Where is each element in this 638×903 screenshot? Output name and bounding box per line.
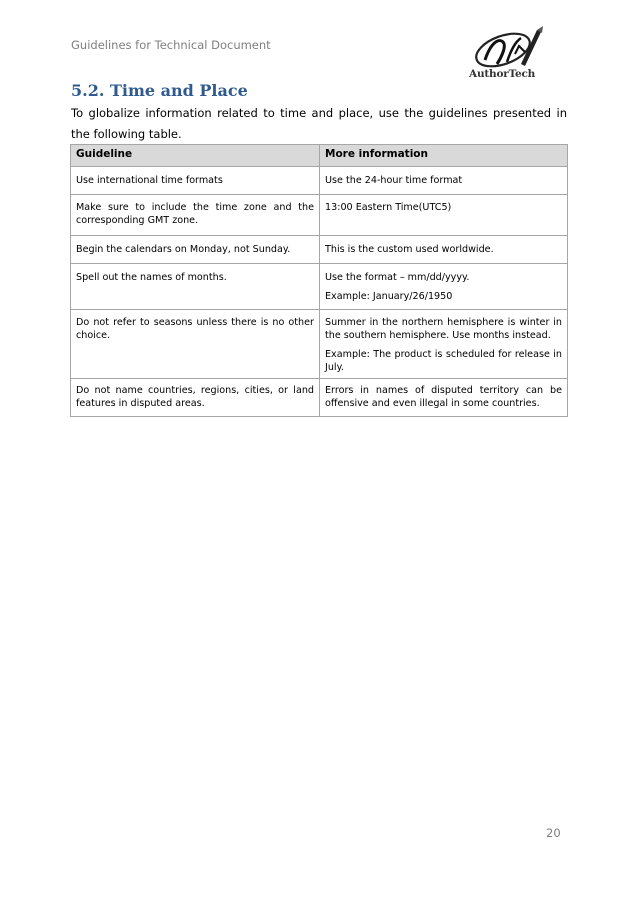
guideline-cell: Do not name countries, regions, cities, or land features in disputed areas. <box>71 379 320 417</box>
table-row <box>71 264 568 310</box>
section-title: 5.2. Time and Place <box>71 81 248 100</box>
info-text: Errors in names of disputed territory can be offensive and even illegal in some countries. <box>325 385 562 409</box>
guidelines-table <box>70 144 568 417</box>
table-row <box>71 379 568 417</box>
info-cell <box>320 236 568 264</box>
running-header: Guidelines for Technical Document <box>71 38 271 52</box>
info-cell <box>320 195 568 236</box>
info-cell <box>320 310 568 379</box>
info-example: Example: January/26/1950 <box>325 291 453 302</box>
logo-wordmark: AuthorTech <box>469 68 536 80</box>
info-cell <box>320 379 568 417</box>
info-text: This is the custom used worldwide. <box>325 244 494 255</box>
page-number: 20 <box>546 826 561 840</box>
table-row <box>71 310 568 379</box>
info-example: Example: The product is scheduled for release in July. <box>325 349 562 373</box>
guideline-cell: Make sure to include the time zone and the corresponding GMT zone. <box>71 195 320 236</box>
guideline-cell: Do not refer to seasons unless there is no other choice. <box>71 310 320 379</box>
intro-paragraph: To globalize information related to time and place, use the guidelines presented in the following table. <box>71 106 567 141</box>
info-cell <box>320 264 568 310</box>
info-cell <box>320 167 568 195</box>
table-header-row <box>71 145 568 167</box>
info-text: Summer in the northern hemisphere is winter in the southern hemisphere. Use months instead. <box>325 317 562 341</box>
column-header-guideline: Guideline <box>71 145 320 167</box>
table-row <box>71 195 568 236</box>
info-text: Use the 24-hour time format <box>325 175 463 186</box>
info-text: 13:00 Eastern Time(UTC5) <box>325 202 452 213</box>
guideline-cell: Spell out the names of months. <box>71 264 320 310</box>
table-row <box>71 167 568 195</box>
guideline-cell: Use international time formats <box>71 167 320 195</box>
info-text: Use the format – mm/dd/yyyy. <box>325 272 470 283</box>
table-row <box>71 236 568 264</box>
column-header-more-information: More information <box>320 145 568 167</box>
guideline-cell: Begin the calendars on Monday, not Sunday. <box>71 236 320 264</box>
